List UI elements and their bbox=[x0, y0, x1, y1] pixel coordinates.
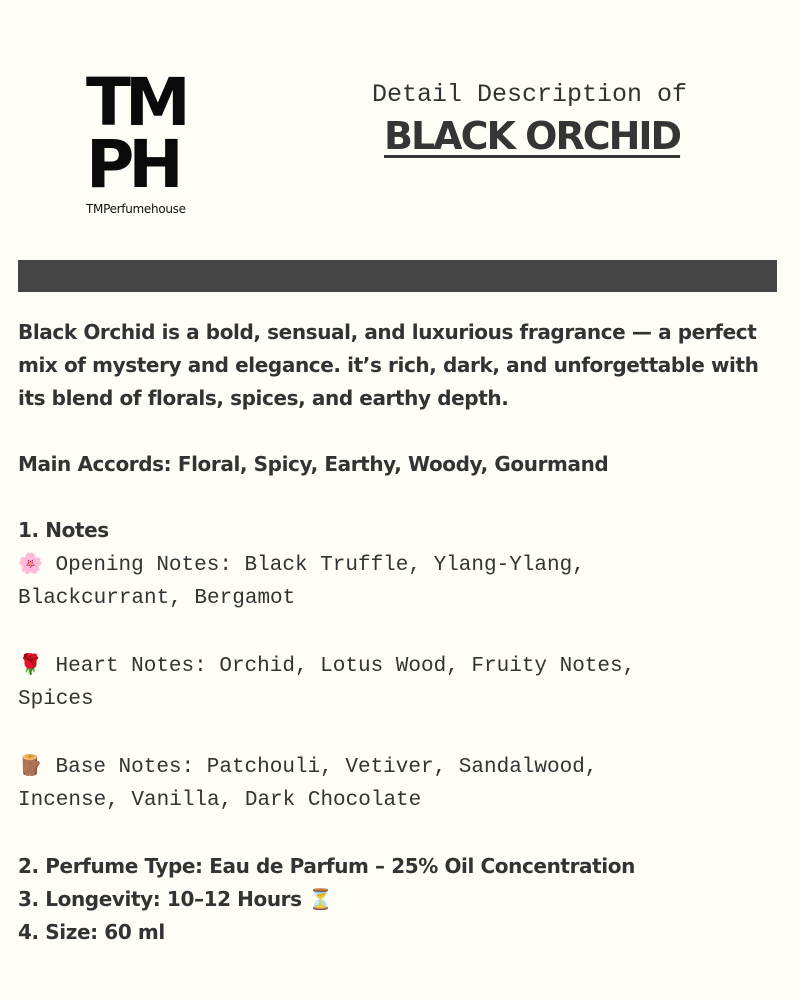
description-text: Black Orchid is a bold, sensual, and luxurious fragrance — a perfect mix of mystery and elegance. it’s rich, dark, and unforgettable with its blend of florals, spices, and earthy depth. bbox=[18, 320, 759, 410]
base-notes bbox=[18, 749, 788, 817]
logo-line-2: PH bbox=[86, 126, 178, 203]
header-subtitle: Detail Description of bbox=[372, 80, 688, 109]
rose-icon: 🌹 bbox=[18, 652, 43, 676]
heart-notes bbox=[18, 648, 788, 716]
logo-brand-name: TMPerfumehouse bbox=[86, 202, 186, 216]
opening-notes-line-2: Blackcurrant, Bergamot bbox=[18, 587, 296, 610]
page-title: BLACK ORCHID bbox=[384, 114, 681, 158]
heart-notes-line-2: Spices bbox=[18, 688, 94, 711]
opening-notes bbox=[18, 547, 788, 615]
bottle-size: 4. Size: 60 ml bbox=[18, 920, 165, 944]
blossom-icon: 🌸 bbox=[18, 551, 43, 575]
notes-heading: 1. Notes bbox=[18, 518, 109, 542]
logo-line-1: TM bbox=[86, 64, 185, 141]
base-notes-line-1: Base Notes: Patchouli, Vetiver, Sandalwood, bbox=[55, 756, 598, 779]
heart-notes-line-1: Heart Notes: Orchid, Lotus Wood, Fruity Notes, bbox=[55, 655, 636, 678]
product-description bbox=[18, 316, 788, 949]
longevity-row bbox=[18, 883, 788, 916]
divider-bar bbox=[18, 260, 777, 292]
opening-notes-line-1: Opening Notes: Black Truffle, Ylang-Ylang, bbox=[55, 554, 585, 577]
hourglass-icon: ⏳ bbox=[308, 887, 333, 911]
perfume-type: 2. Perfume Type: Eau de Parfum – 25% Oil Concentration bbox=[18, 854, 635, 878]
main-accords: Main Accords: Floral, Spicy, Earthy, Woody, Gourmand bbox=[18, 452, 609, 476]
base-notes-line-2: Incense, Vanilla, Dark Chocolate bbox=[18, 789, 422, 812]
wood-icon: 🪵 bbox=[18, 753, 43, 777]
longevity: 3. Longevity: 10–12 Hours bbox=[18, 887, 302, 911]
brand-logo bbox=[86, 64, 216, 216]
